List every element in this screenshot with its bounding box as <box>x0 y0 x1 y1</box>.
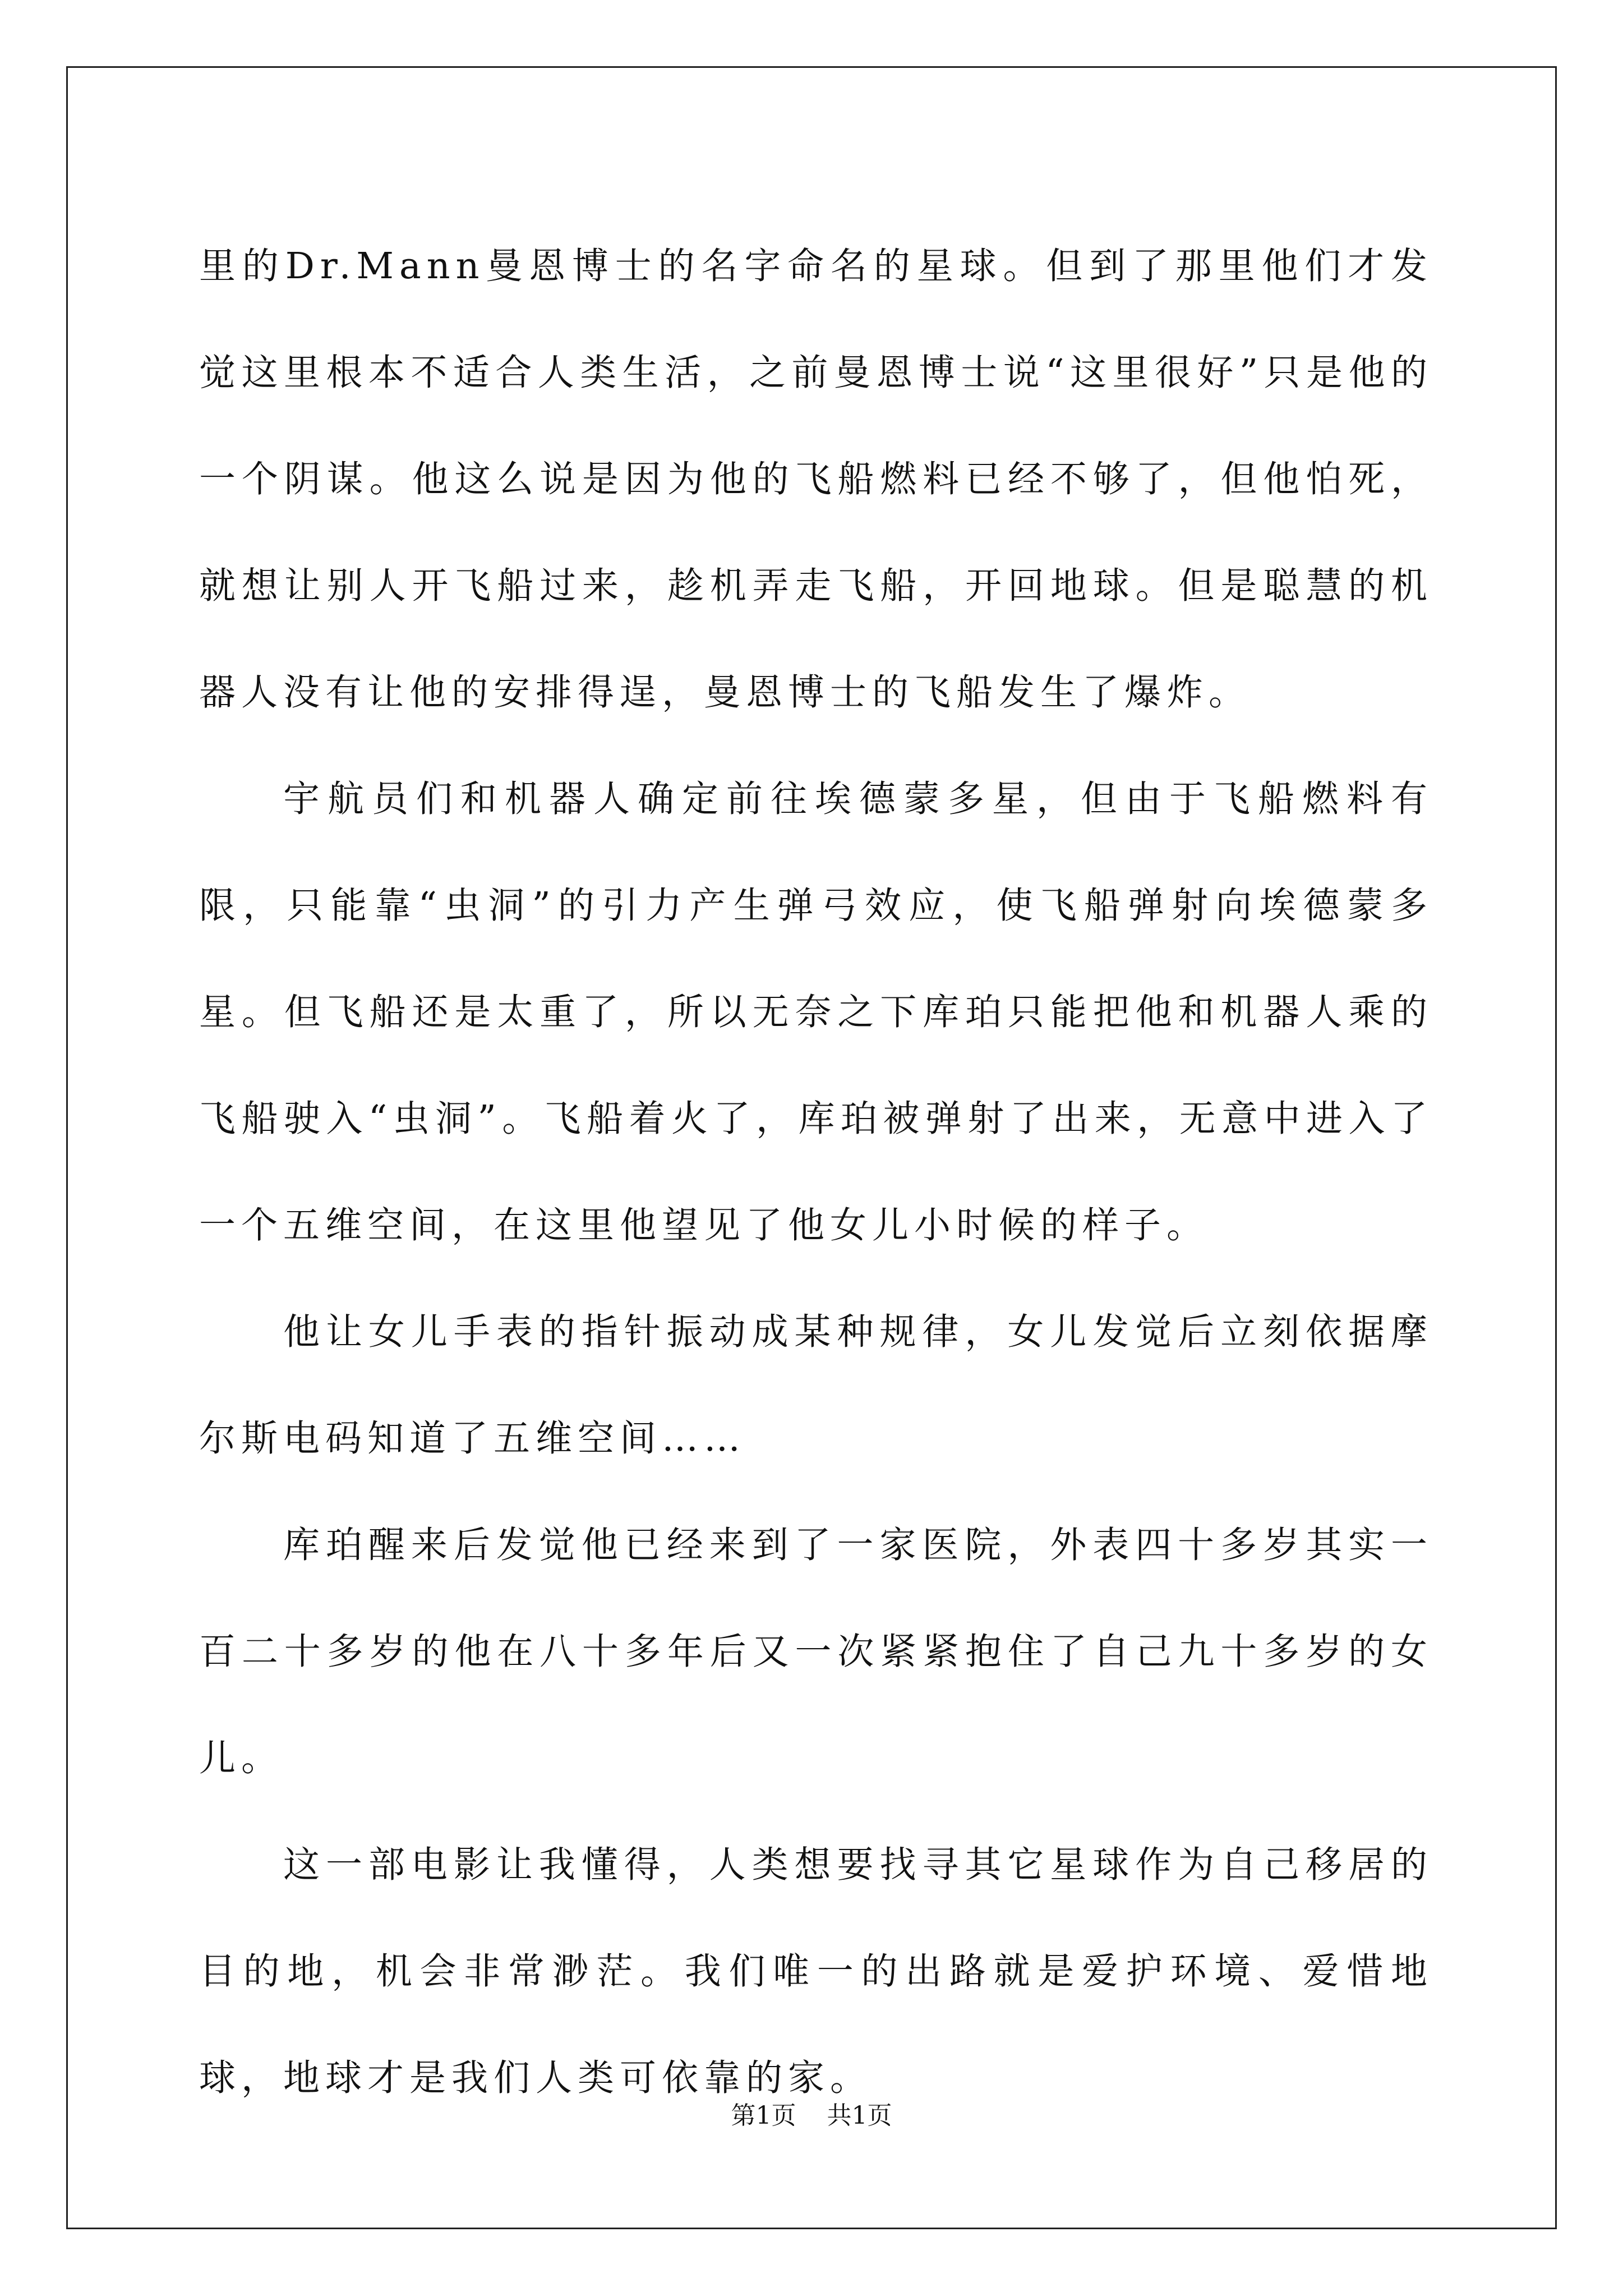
paragraph-1: 里的Dr.Mann曼恩博士的名字命名的星球。但到了那里他们才发觉这里根本不适合人类生活，之前曼恩博士说“这里很好”只是他的一个阴谋。他这么说是因为他的飞船燃料已经不够了，但他怕死，就想让别人开飞船过来，趁机弄走飞船，开回地球。但是聪慧的机器人没有让他的安排得逞，曼恩博士的飞船发生了爆炸。 <box>199 245 1433 714</box>
document-body <box>199 213 1433 2132</box>
page-total: 共1页 <box>827 2101 892 2130</box>
paragraph-2: 宇航员们和机器人确定前往埃德蒙多星，但由于飞船燃料有限，只能靠“虫洞”的引力产生弹弓效应，使飞船弹射向埃德蒙多星。但飞船还是太重了，所以无奈之下库珀只能把他和机器人乘的飞船驶入“虫洞”。飞船着火了，库珀被弹射了出来，无意中进入了一个五维空间，在这里他望见了他女儿小时候的样子。 <box>199 778 1433 1246</box>
paragraph-5: 这一部电影让我懂得，人类想要找寻其它星球作为自己移居的目的地，机会非常渺茫。我们唯一的出路就是爱护环境、爱惜地球，地球才是我们人类可依靠的家。 <box>199 1844 1433 2099</box>
paragraph-4: 库珀醒来后发觉他已经来到了一家医院，外表四十多岁其实一百二十多岁的他在八十多年后又一次紧紧抱住了自己九十多岁的女儿。 <box>199 1524 1433 1779</box>
paragraph-3: 他让女儿手表的指针振动成某种规律，女儿发觉后立刻依据摩尔斯电码知道了五维空间…… <box>199 1311 1433 1460</box>
page-number: 第1页 <box>731 2101 796 2130</box>
page-footer <box>0 2095 1623 2131</box>
